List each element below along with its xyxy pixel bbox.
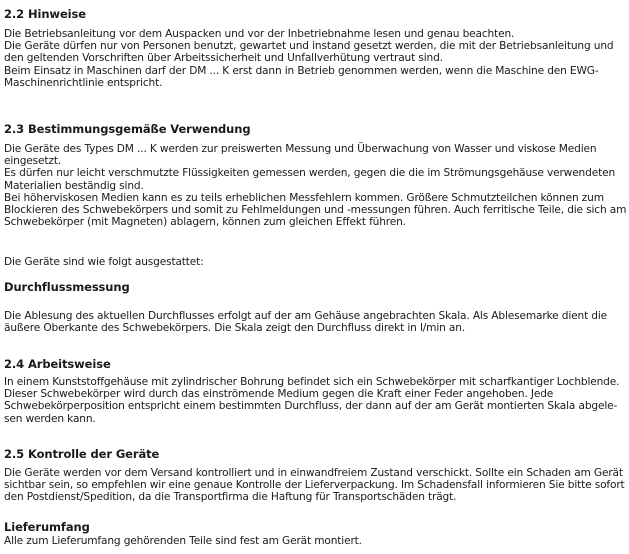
paragraph-arbeitsweise [4,376,619,425]
text-line: den Postdienst/Spedition, da die Transportfirma die Haftung für Transportschäden trägt. [4,491,457,504]
text-line: Die Geräte dürfen nur von Personen benutzt, gewartet und instand gesetzt werden, die mit der Betriebsanleitung und [4,40,614,53]
section-arbeitsweise [4,357,111,371]
section-heading-lieferumfang: Lieferumfang [4,520,90,534]
text-line: sen werden kann. [4,412,96,425]
text-line: Schwebekörperposition entspricht einem bestimmten Durchfluss, der dann auf der am Gerät montierten Skala abgele- [4,400,618,413]
text-line: In einem Kunststoffgehäuse mit zylindrischer Bohrung befindet sich ein Schwebekörper mit scharfkantiger Lochblende. [4,376,620,388]
text-line: Bei höherviskosen Medien kann es zu teils erheblichen Messfehlern kommen. Größere Schmutzteilchen können zum [4,191,604,204]
paragraph-hinweise [4,28,613,89]
text-line: Die Betriebsanleitung vor dem Auspacken und vor der Inbetriebnahme lesen und genau beachten. [4,28,515,40]
section-heading-arbeitsweise: 2.4 Arbeitsweise [4,357,111,371]
text-line: Alle zum Lieferumfang gehörenden Teile sind fest am Gerät montiert. [4,535,362,547]
text-line: Die Ablesung des aktuellen Durchflusses erfolgt auf der am Gehäuse angebrachten Skala. Als Ablesemarke dient die [4,310,608,322]
section-hinweise [4,7,86,21]
section-durchflussmessung [4,280,130,294]
text-line: sichtbar sein, so empfehlen wir eine genaue Kontrolle der Lieferverpackung. Im Schadensfall informieren Sie bitte sofort [4,479,625,492]
section-heading-kontrolle: 2.5 Kontrolle der Geräte [4,447,160,461]
paragraph-durchflussmessung [4,310,607,334]
paragraph-lieferumfang [4,535,362,547]
paragraph-kontrolle [4,467,625,504]
text-line: äußere Oberkante des Schwebekörpers. Die Skala zeigt den Durchfluss direkt in l/min an. [4,322,466,335]
text-line: Die Geräte sind wie folgt ausgestattet: [4,256,204,268]
paragraph-ausstattung [4,256,204,268]
section-verwendung [4,122,250,136]
text-line: eingesetzt. [4,155,62,168]
text-line: Es dürfen nur leicht verschmutzte Flüssigkeiten gemessen werden, gegen die die im Strömungsgehäuse verwendeten [4,167,616,180]
text-line: Maschinenrichtlinie entspricht. [4,76,163,89]
text-line: Die Geräte werden vor dem Versand kontrolliert und in einwandfreiem Zustand verschickt. Sollte ein Schaden am Gerät [4,467,623,479]
section-heading-durchflussmessung: Durchflussmessung [4,280,130,294]
paragraph-verwendung [4,143,626,228]
text-line: Beim Einsatz in Maschinen darf der DM ... K erst dann in Betrieb genommen werden, wenn die Maschine den EWG- [4,64,599,77]
section-heading-verwendung: 2.3 Bestimmungsgemäße Verwendung [4,122,251,136]
section-kontrolle [4,447,159,461]
section-heading-hinweise: 2.2 Hinweise [4,7,86,21]
text-line: Schwebekörper (mit Magneten) ablagern, können zum gleichen Effekt führen. [4,216,406,229]
text-line: Die Geräte des Types DM ... K werden zur preiswerten Messung und Überwachung von Wasser und viskose Medien [4,143,597,155]
section-lieferumfang [4,520,90,534]
text-line: den geltenden Vorschriften über Arbeitssicherheit und Unfallverhütung vertraut sind. [4,52,443,65]
text-line: Materialien beständig sind. [4,179,144,192]
text-line: Blockieren des Schwebekörpers und somit zu Fehlmeldungen und -messungen führen. Auch ferritische Teile, die sich am [4,204,627,217]
text-line: Dieser Schwebekörper wird durch das einströmende Medium gegen die Kraft einer Feder angehoben. Jede [4,388,554,401]
